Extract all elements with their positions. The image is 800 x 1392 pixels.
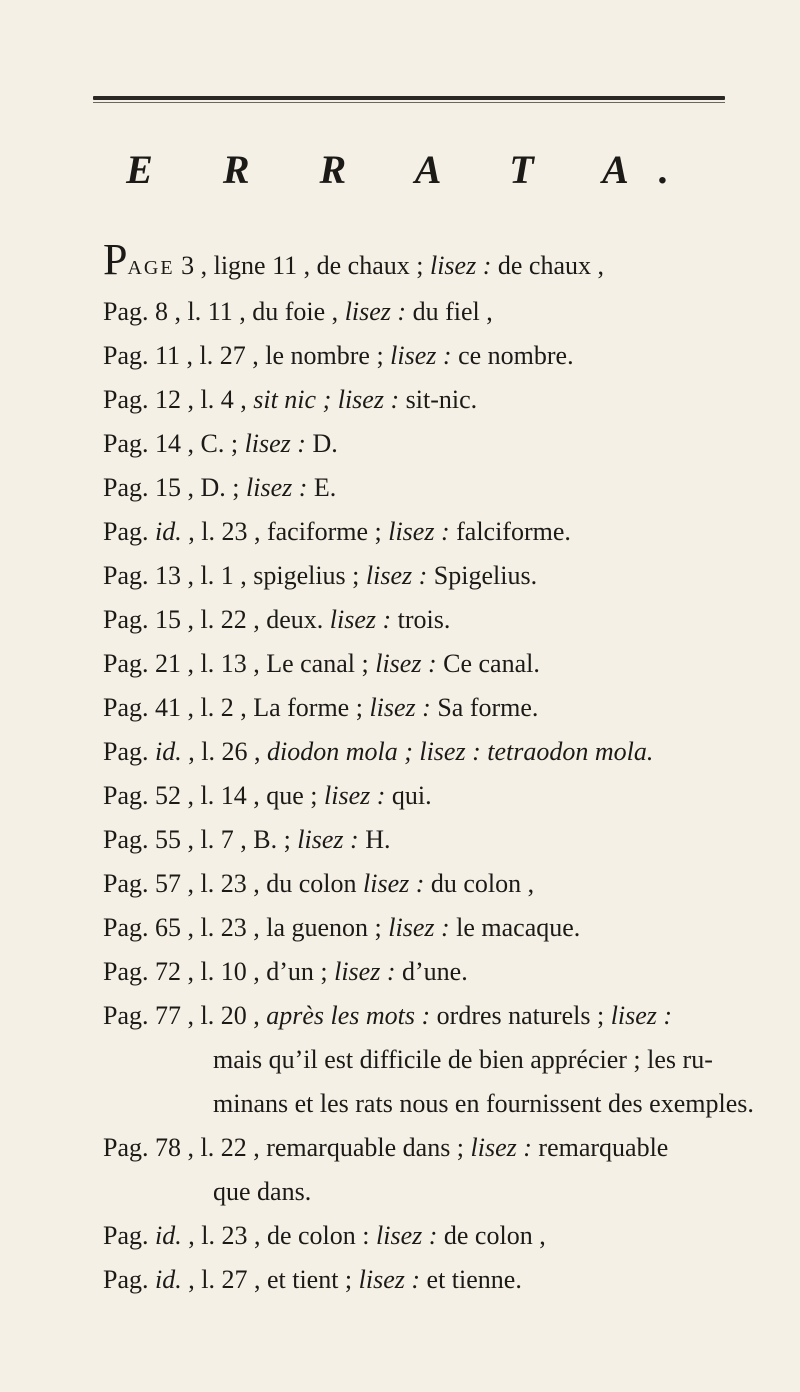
continuation-text: mais qu’il est difficile de bien apprécier ; les	[213, 1045, 677, 1074]
correction-text: ce nombre.	[458, 341, 574, 370]
errata-entry	[103, 235, 763, 290]
error-ref: 11 , l. 27 , le nombre ;	[155, 341, 384, 370]
continuation-text: nous en fournissent des exemples.	[399, 1089, 754, 1118]
errata-entry	[103, 686, 763, 730]
error-ref: 21 , l. 13 , Le canal ;	[155, 649, 369, 678]
error-ref: 78 , l. 22 , remarquable dans ;	[155, 1133, 465, 1162]
correction-text: d’une.	[402, 957, 468, 986]
idem-ref: id.	[155, 1221, 182, 1250]
correction-text: du colon ,	[430, 869, 535, 898]
lisez-label: lisez :	[610, 1001, 673, 1030]
errata-entry	[103, 730, 763, 774]
errata-entry	[103, 862, 763, 906]
error-ref: , l. 23 , de colon :	[188, 1221, 370, 1250]
errata-entry	[103, 1214, 763, 1258]
italic-word: ru-	[682, 1045, 713, 1074]
italic-word: rats	[355, 1089, 393, 1118]
page-label: Pag.	[103, 1001, 149, 1030]
error-ref: , l. 27 , et tient ;	[188, 1265, 353, 1294]
lisez-label: lisez :	[369, 693, 431, 722]
idem-ref: id.	[155, 517, 182, 546]
error-ref: 15 , D. ;	[155, 473, 240, 502]
page-label: Pag.	[103, 341, 149, 370]
error-ref: 52 , l. 14 , que ;	[155, 781, 318, 810]
page-label: Pag.	[103, 825, 149, 854]
page-label: Pag.	[103, 693, 149, 722]
page-label: Pag.	[103, 561, 149, 590]
page-label: Pag.	[103, 869, 149, 898]
page-label: Pag.	[103, 517, 149, 546]
error-ref: 3 , ligne 11 , de chaux ;	[181, 251, 424, 280]
errata-entry	[103, 1126, 763, 1170]
correction-text: Spigelius.	[433, 561, 538, 590]
error-italic: sit nic ;	[253, 385, 332, 414]
lisez-label: lisez :	[470, 1133, 532, 1162]
errata-entry	[103, 818, 763, 862]
continuation-text: et les	[294, 1089, 349, 1118]
page-label: Pag.	[103, 297, 149, 326]
error-ref: 72 , l. 10 , d’un ;	[155, 957, 328, 986]
errata-entry	[103, 906, 763, 950]
lisez-label: lisez :	[365, 561, 428, 590]
lisez-label: lisez :	[390, 341, 452, 370]
errata-entry	[103, 598, 763, 642]
error-ref: , l. 26 ,	[188, 737, 261, 766]
page-label: Pag.	[103, 1265, 149, 1294]
error-ref: 41 , l. 2 , La forme ;	[155, 693, 363, 722]
lisez-label: lisez :	[244, 429, 306, 458]
errata-entry	[103, 1258, 763, 1302]
top-rule-thin	[93, 102, 725, 103]
lisez-label: lisez :	[375, 649, 437, 678]
page-label: Pag.	[103, 913, 149, 942]
lisez-label: lisez :	[376, 1221, 438, 1250]
lisez-label: lisez :	[388, 517, 450, 546]
lisez-label: lisez :	[358, 1265, 421, 1294]
correction-text: falciforme.	[456, 517, 571, 546]
error-ref: 77 , l. 20 ,	[155, 1001, 260, 1030]
error-ref: 14 , C. ;	[155, 429, 239, 458]
page-label: Pag.	[103, 429, 149, 458]
error-ref: 15 , l. 22 , deux.	[155, 605, 324, 634]
errata-entry	[103, 290, 763, 334]
error-ref: 55 , l. 7 , B. ;	[155, 825, 291, 854]
lisez-label: lisez :	[337, 385, 400, 414]
page-label: Pag.	[103, 605, 149, 634]
page-title: E R R A T A.	[126, 147, 699, 192]
page-label: Pag.	[103, 473, 149, 502]
correction-text: E.	[313, 473, 337, 502]
correction-text: remarquable	[538, 1133, 669, 1162]
page-label: Pag.	[103, 1221, 149, 1250]
errata-continuation	[103, 1038, 763, 1082]
correction-text: du fiel ,	[412, 297, 493, 326]
page-label: Pag.	[103, 737, 149, 766]
page-label: PAGE	[103, 235, 175, 284]
errata-entry	[103, 554, 763, 598]
correction-text: qui.	[391, 781, 432, 810]
error-ref-2: ordres naturels ;	[436, 1001, 605, 1030]
lisez-label: lisez :	[324, 781, 386, 810]
continuation-text: que dans.	[213, 1177, 312, 1206]
errata-entry	[103, 950, 763, 994]
errata-entry	[103, 378, 763, 422]
idem-ref: id.	[155, 737, 182, 766]
page-label: Pag.	[103, 385, 149, 414]
correction-text: Ce canal.	[443, 649, 540, 678]
error-ref: 13 , l. 1 , spigelius ;	[155, 561, 360, 590]
errata-entry	[103, 994, 763, 1038]
italic-word: minans	[213, 1089, 289, 1118]
errata-list	[103, 235, 763, 1302]
error-ref: 57 , l. 23 , du colon	[155, 869, 357, 898]
errata-entry	[103, 334, 763, 378]
correction-text: Sa forme.	[437, 693, 539, 722]
correction-text: H.	[365, 825, 391, 854]
page-label: Pag.	[103, 649, 149, 678]
error-italic: diodon mola ;	[266, 737, 413, 766]
errata-entry	[103, 510, 763, 554]
errata-entry	[103, 774, 763, 818]
errata-entry	[103, 466, 763, 510]
lisez-label: lisez :	[429, 251, 492, 280]
page-label: Pag.	[103, 1133, 149, 1162]
correction-text: sit-nic.	[405, 385, 478, 414]
error-italic: après les mots :	[266, 1001, 431, 1030]
correction-text: de chaux ,	[497, 251, 604, 280]
error-ref: 65 , l. 23 , la guenon ;	[155, 913, 382, 942]
error-ref: 8 , l. 11 , du foie ,	[155, 297, 339, 326]
page-label: Pag.	[103, 957, 149, 986]
lisez-label: lisez :	[246, 473, 308, 502]
errata-continuation	[103, 1170, 763, 1214]
error-ref: 12 , l. 4 ,	[155, 385, 247, 414]
top-rule	[93, 96, 725, 100]
correction-text: trois.	[397, 605, 451, 634]
correction-text: tetraodon mola.	[487, 737, 654, 766]
lisez-label: lisez :	[297, 825, 359, 854]
correction-text: D.	[312, 429, 338, 458]
page-label: Pag.	[103, 781, 149, 810]
error-ref: , l. 23 , faciforme ;	[188, 517, 382, 546]
correction-text: et tienne.	[426, 1265, 522, 1294]
lisez-label: lisez :	[388, 913, 450, 942]
idem-ref: id.	[155, 1265, 182, 1294]
lisez-label: lisez :	[329, 605, 392, 634]
lisez-label: lisez :	[334, 957, 396, 986]
lisez-label: lisez :	[363, 869, 425, 898]
correction-text: le macaque.	[456, 913, 581, 942]
lisez-label: lisez :	[344, 297, 407, 326]
lisez-label: lisez :	[419, 737, 481, 766]
errata-entry	[103, 422, 763, 466]
errata-entry	[103, 642, 763, 686]
correction-text: de colon ,	[443, 1221, 546, 1250]
errata-continuation	[103, 1082, 763, 1126]
